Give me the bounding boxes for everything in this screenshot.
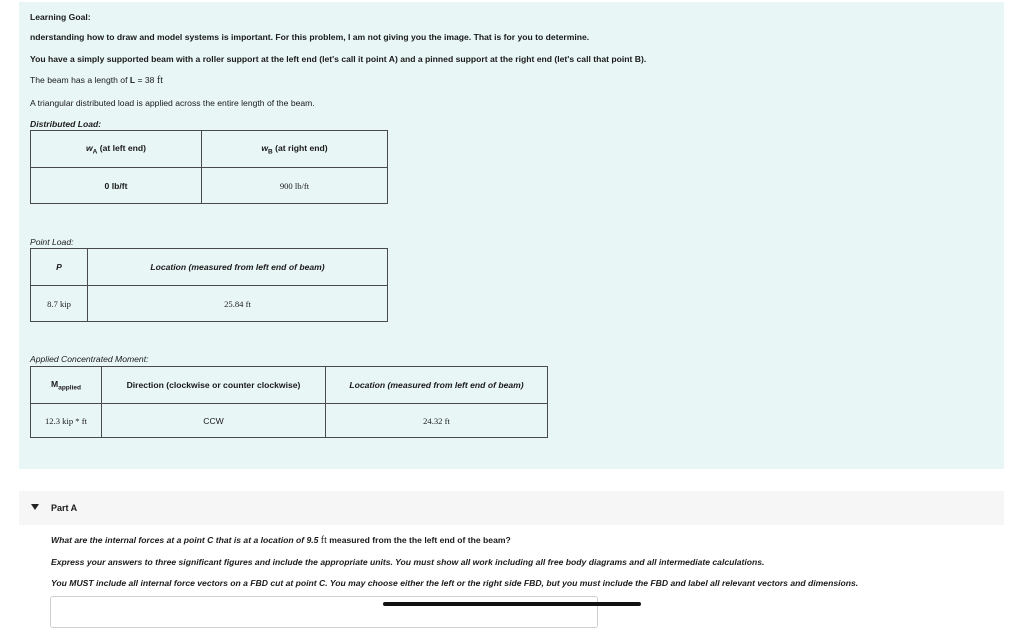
moment-title: Applied Concentrated Moment:	[30, 354, 149, 364]
direction-header: Direction (clockwise or counter clockwise)	[102, 367, 326, 404]
point-location-header: Location (measured from left end of beam)	[88, 249, 388, 286]
beam-description-text: You have a simply supported beam with a roller support at the left end (let's call it point A) and a pinned support at the right end (let's call that point B).	[30, 54, 647, 64]
distributed-load-table	[30, 130, 388, 204]
editor-toolbar[interactable]	[383, 602, 641, 606]
wb-header: $w_B$ (at right end)	[202, 131, 388, 168]
point-load-table	[30, 248, 388, 322]
wb-value: 900 lb/ft	[202, 168, 388, 204]
beam-length-text: The beam has a length of L = 38 ft	[30, 75, 163, 86]
p-value: 8.7 kip	[31, 286, 88, 322]
moment-table	[30, 366, 548, 438]
collapse-caret-icon[interactable]	[31, 504, 39, 510]
wa-value: 0 lb/ft	[31, 168, 202, 204]
moment-location-header: Location (measured from left end of beam)	[326, 367, 548, 404]
point-location-value: 25.84 ft	[88, 286, 388, 322]
fbd-requirement-text: You MUST include all internal force vectors on a FBD cut at point C. You may choose either the left or the right side FBD, but you must include the FBD and label all relevant vectors and dimensions.	[51, 578, 859, 588]
point-load-title: Point Load:	[30, 237, 74, 247]
wa-header: $w_A$ (at left end)	[31, 131, 202, 168]
goal-intro-text: nderstanding how to draw and model systems is important. For this problem, I am not giving you the image. That is for you to determine.	[30, 32, 590, 42]
learning-goal-heading: Learning Goal:	[30, 12, 91, 22]
distributed-load-title: Distributed Load:	[30, 119, 102, 129]
direction-value: CCW	[102, 404, 326, 438]
moment-location-value: 24.32 ft	[326, 404, 548, 438]
answer-input-box[interactable]	[50, 596, 598, 628]
m-applied-header: $M_{applied}$	[31, 367, 102, 404]
m-applied-value: 12.3 kip * ft	[31, 404, 102, 438]
part-a-header[interactable]	[19, 491, 1004, 525]
p-header: P	[31, 249, 88, 286]
question-text: What are the internal forces at a point C that is at a location of 9.5 ft measured from the the left end of the beam?	[51, 535, 511, 546]
part-a-label[interactable]: Part A	[51, 503, 78, 513]
instructions-text: Express your answers to three significant figures and include the appropriate units. You must show all work including all free body diagrams and all intermediate calculations.	[51, 557, 765, 567]
load-description-text: A triangular distributed load is applied across the entire length of the beam.	[30, 98, 315, 108]
